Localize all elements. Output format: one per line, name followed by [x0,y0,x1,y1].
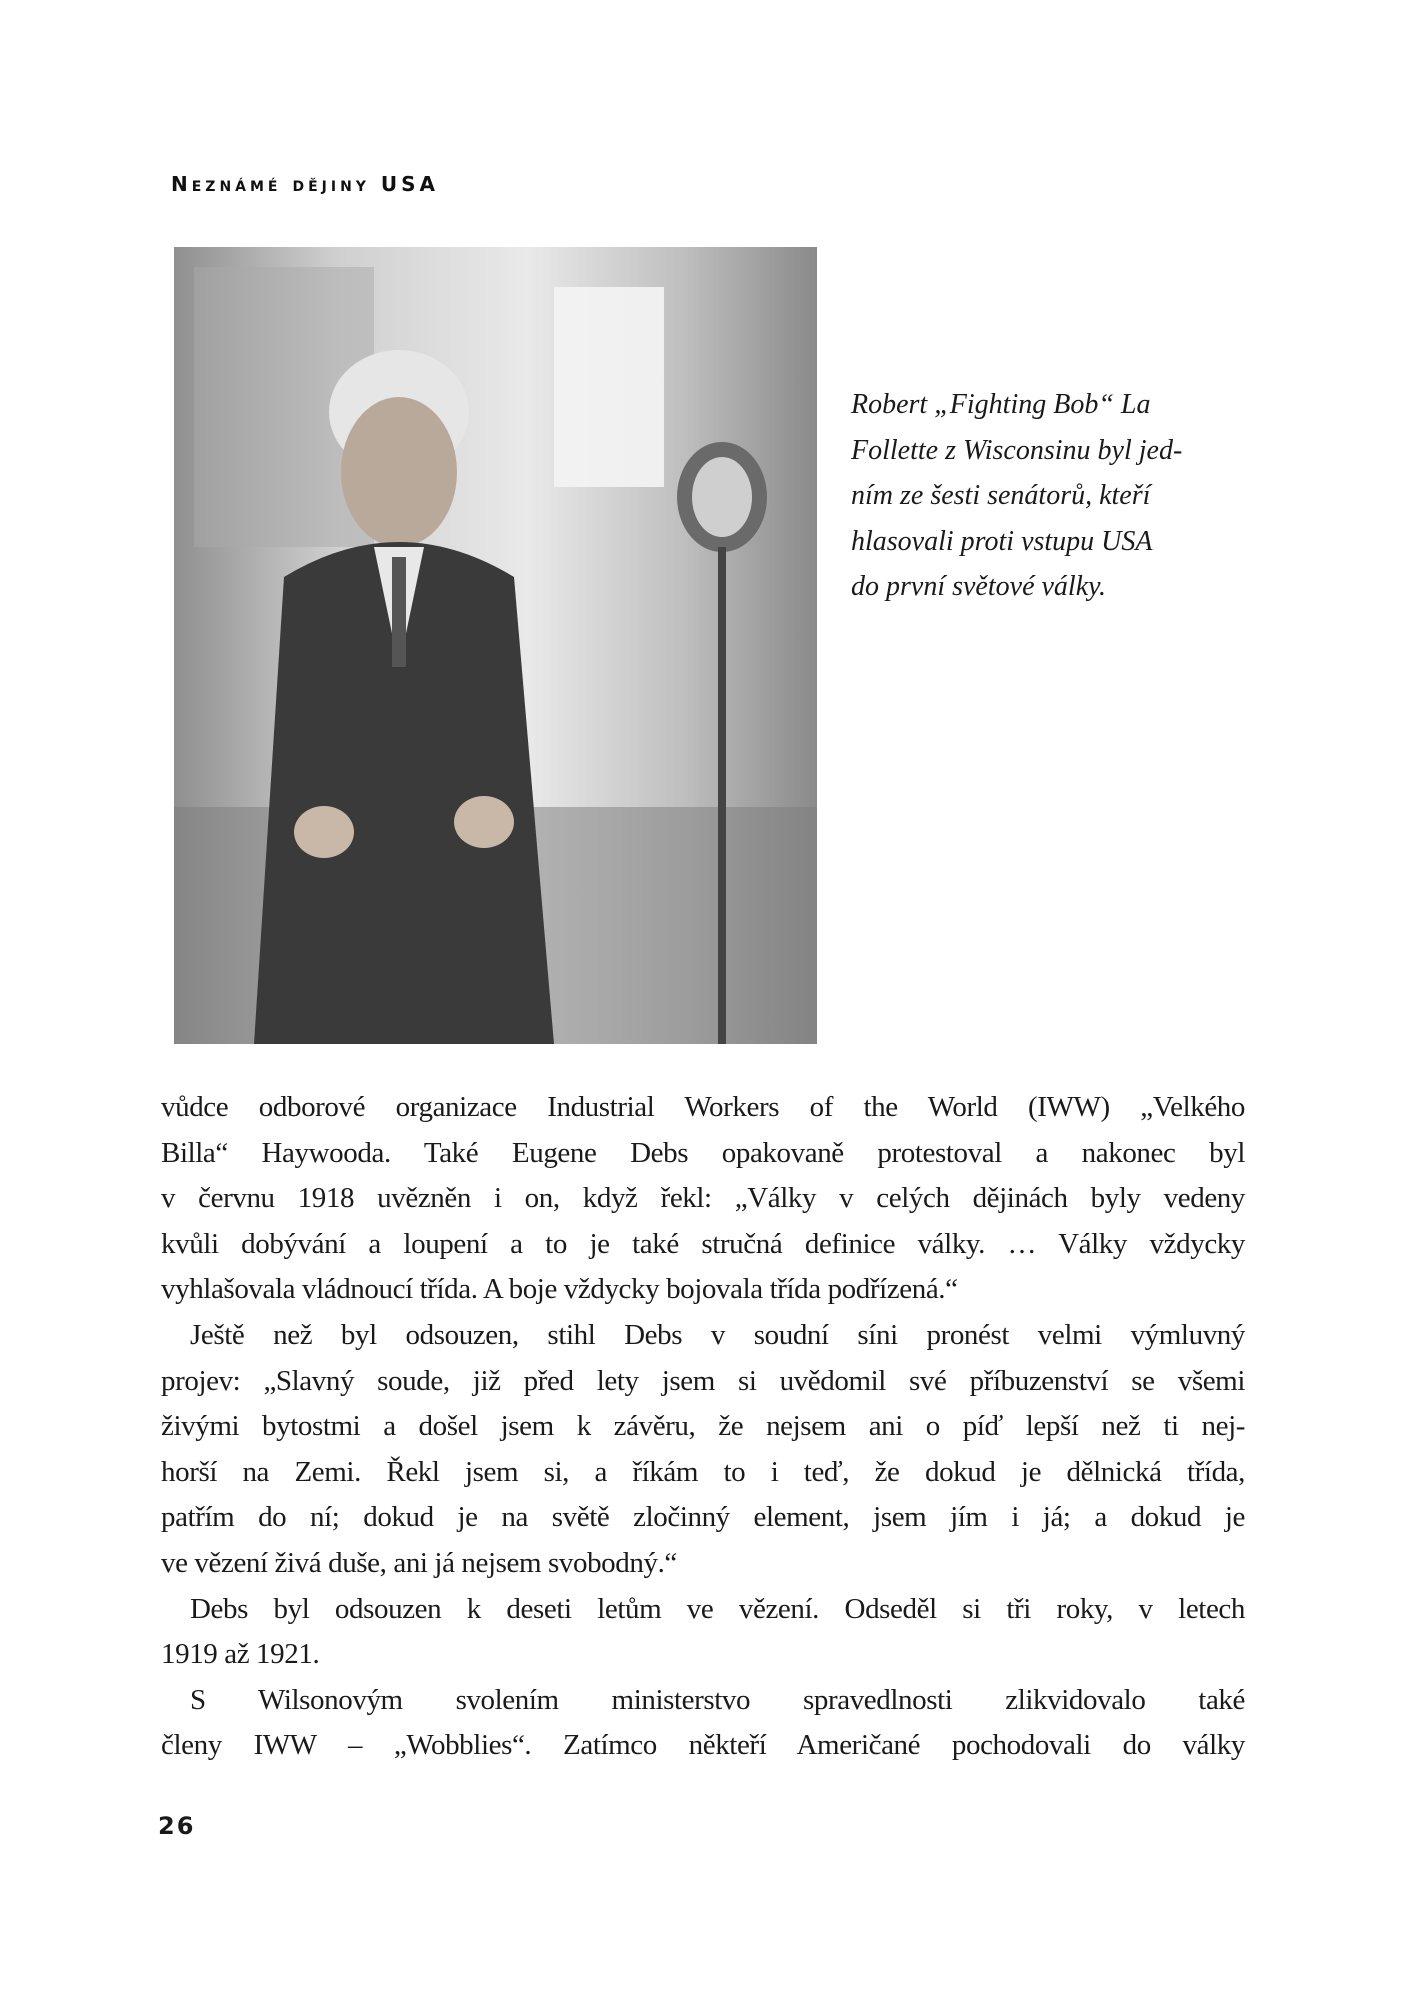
text-line: projev: „Slavný soude, již před lety jsem si uvědomil své příbuzenství se všemi [161,1364,1245,1397]
running-header: Neznámé dějiny USA [171,172,440,196]
text-line: ve vězení živá duše, ani já nejsem svobodný.“ [161,1546,677,1579]
photo-robert-la-follette [174,247,817,1044]
text-line: vůdce odborové organizace Industrial Workers of the World (IWW) „Velkého [161,1091,1245,1123]
text-line: 1919 až 1921. [161,1638,320,1671]
page-number: 26 [158,1812,196,1840]
text-line: S Wilsonovým svolením ministerstvo spravedlnosti zlikvidovalo také [190,1683,1245,1716]
caption-line: do první světové války. [851,571,1107,602]
text-line: Debs byl odsouzen k deseti letům ve vězení. Odseděl si tři roky, v letech [190,1592,1245,1625]
text-line: členy IWW – „Wobblies“. Zatímco někteří Američané pochodovali do války [161,1729,1245,1762]
text-line: vyhlašovala vládnoucí třída. A boje vždycky bojovala třída podřízená.“ [161,1273,958,1306]
photo-illustration [174,247,817,1044]
body-text [161,1085,1245,1769]
text-line: Ještě než byl odsouzen, stihl Debs v soudní síni pronést velmi výmluvný [190,1318,1245,1351]
caption-line: Follette z Wisconsinu byl jed- [851,434,1183,466]
text-line: patřím do ní; dokud je na světě zločinný element, jsem jím i já; a dokud je [161,1501,1245,1534]
caption-line: ním ze šesti senátorů, kteří [851,480,1151,511]
text-line: Billa“ Haywooda. Také Eugene Debs opakovaně protestoval a nakonec byl [161,1136,1245,1169]
photo-caption [851,382,1231,610]
caption-line: Robert „Fighting Bob“ La [851,389,1151,420]
text-line: kvůli dobývání a loupení a to je také stručná definice války. … Války vždycky [161,1227,1245,1260]
caption-line: hlasovali proti vstupu USA [851,525,1153,557]
text-line: živými bytostmi a došel jsem k závěru, že nejsem ani o píď lepší než ti nej- [161,1410,1245,1443]
text-line: horší na Zemi. Řekl jsem si, a říkám to i teď, že dokud je dělnická třída, [161,1455,1245,1488]
text-line: v červnu 1918 uvězněn i on, když řekl: „Války v celých dějinách byly vedeny [161,1182,1245,1215]
